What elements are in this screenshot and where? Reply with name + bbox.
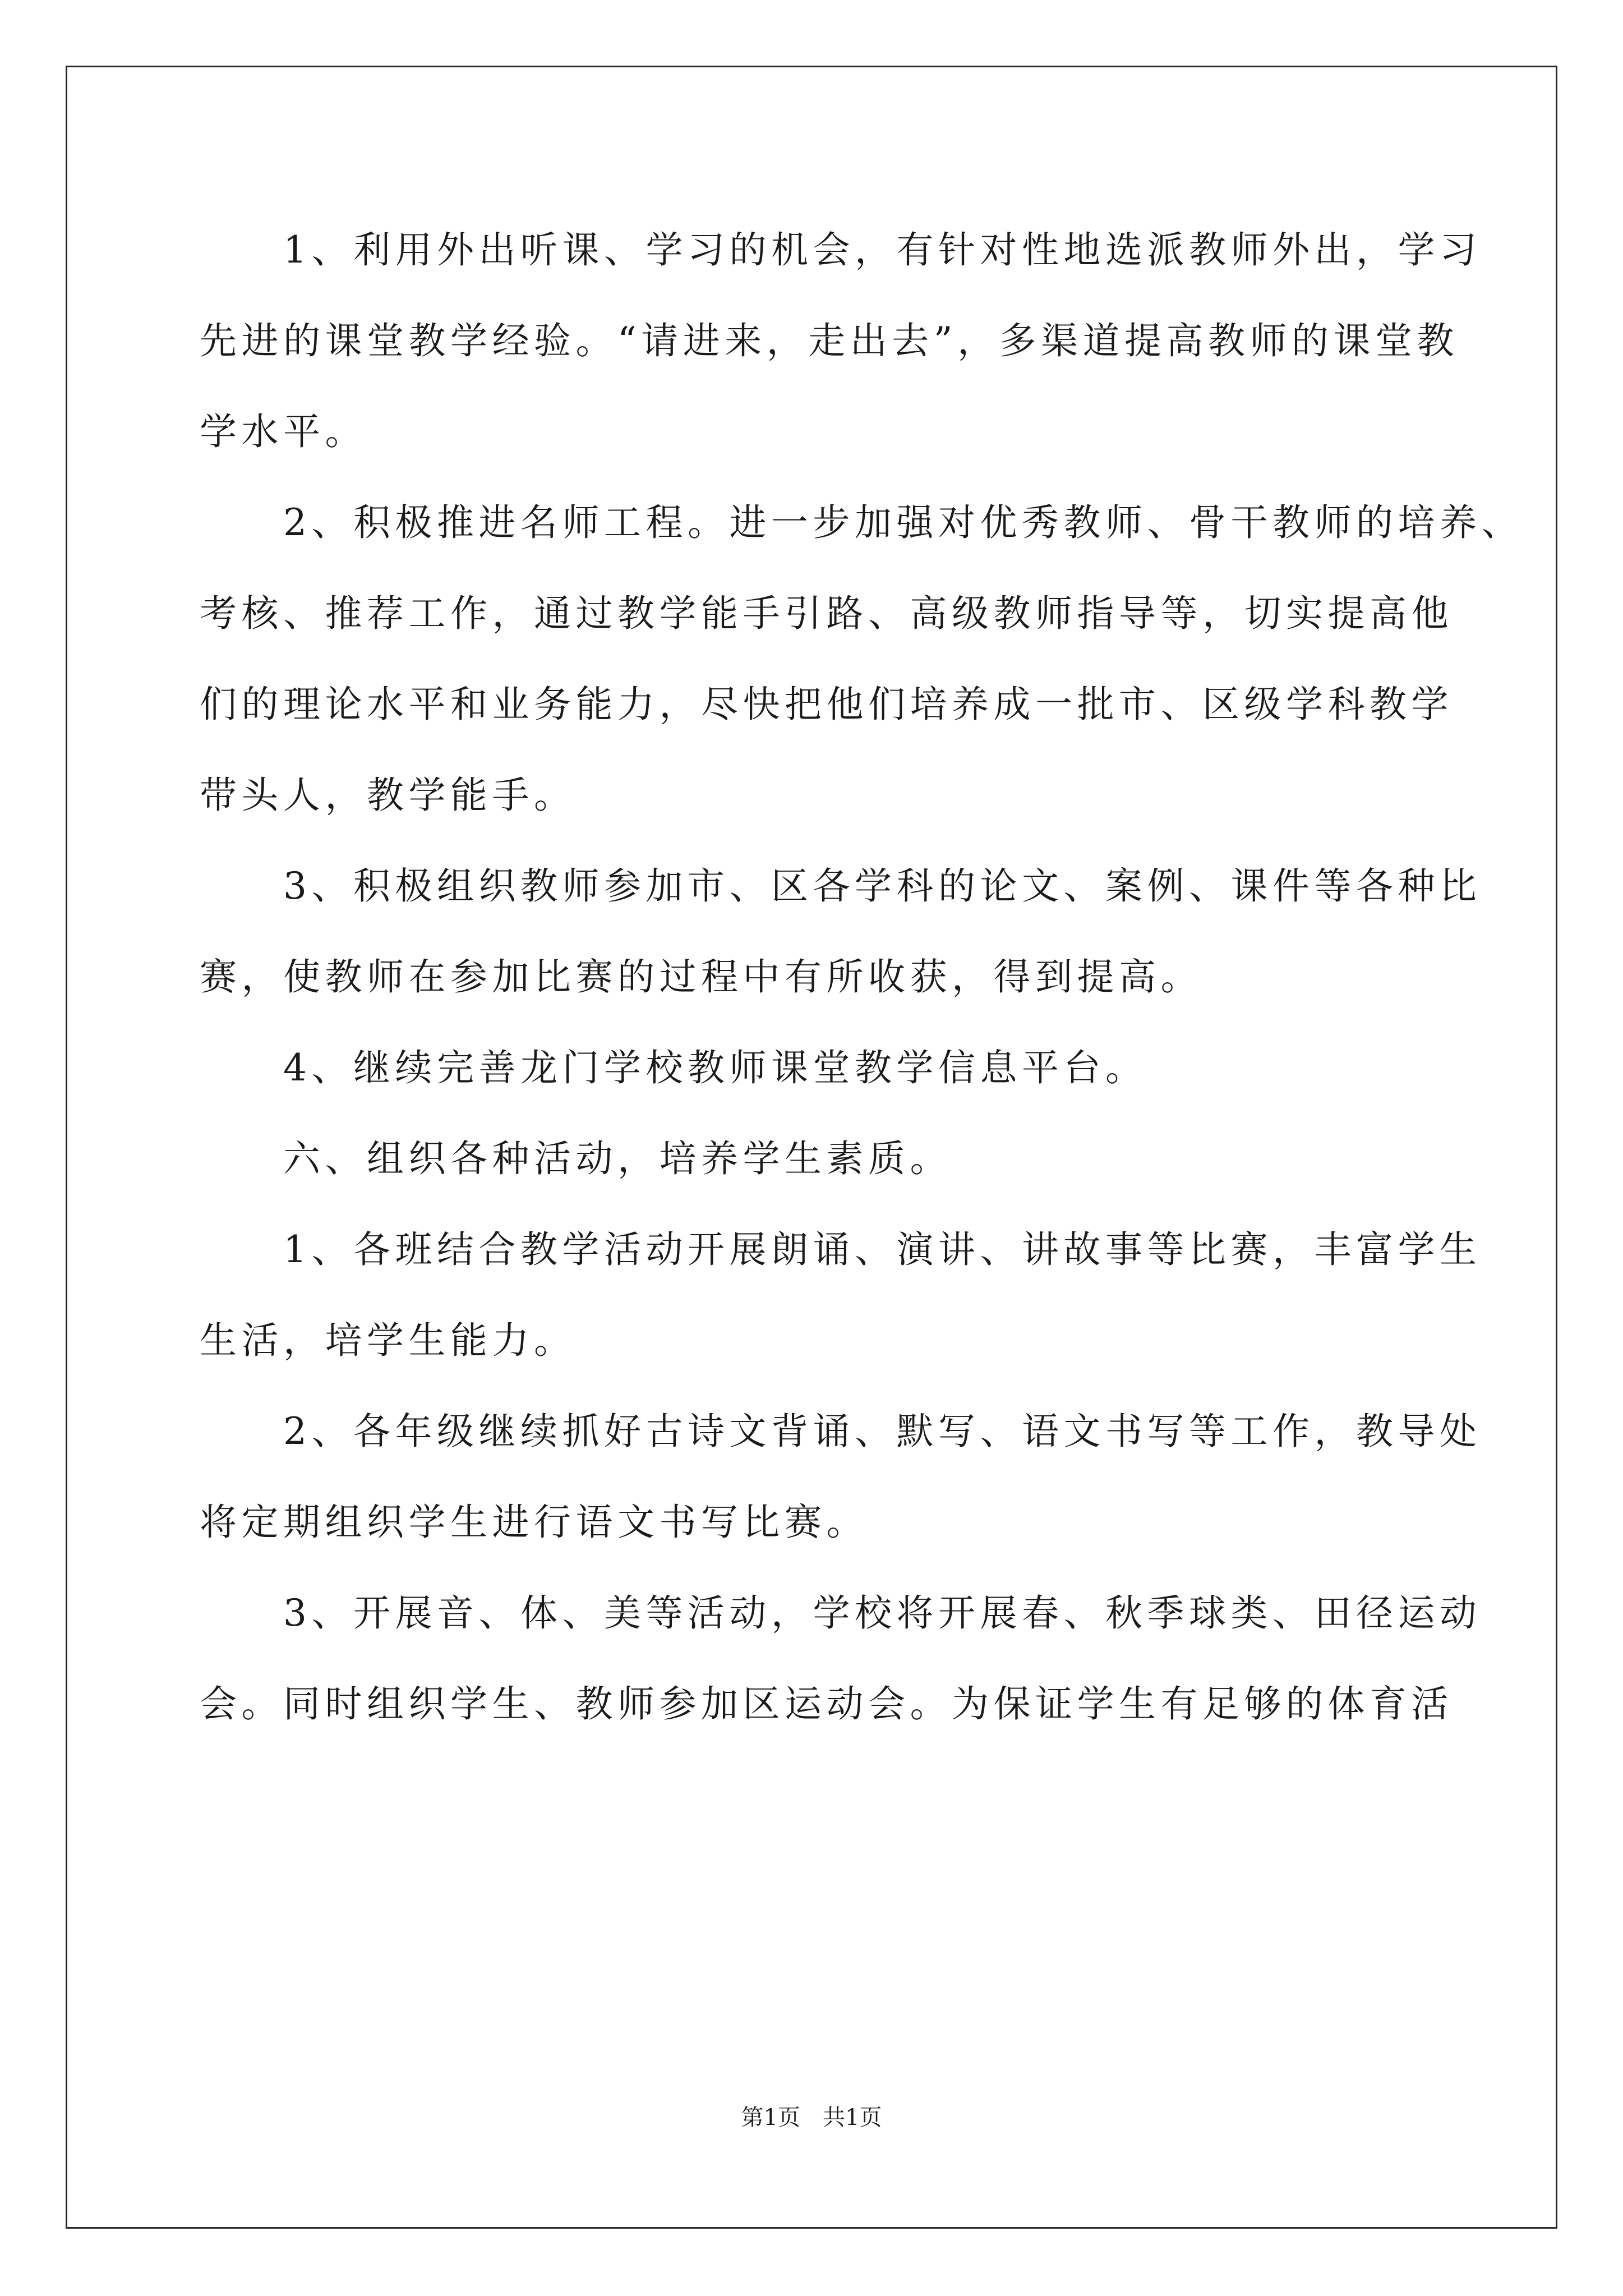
text-line: 1、利用外出听课、学习的机会，有针对性地选派教师外出，学习 [200, 228, 1482, 272]
text-line: 2、各年级继续抓好古诗文背诵、默写、语文书写等工作，教导处 [200, 1410, 1482, 1453]
text-line: 3、积极组织教师参加市、区各学科的论文、案例、课件等各种比 [200, 864, 1482, 908]
text-line: 4、继续完善龙门学校教师课堂教学信息平台。 [200, 1046, 1147, 1089]
text-line: 六、组织各种活动，培养学生素质。 [200, 1137, 952, 1180]
page-number-footer: 第1页 共1页 [741, 2105, 882, 2131]
text-line: 们的理论水平和业务能力，尽快把他们培养成一批市、区级学科教学 [200, 683, 1453, 726]
text-line: 3、开展音、体、美等活动，学校将开展春、秋季球类、田径运动 [200, 1591, 1482, 1635]
text-line: 赛，使教师在参加比赛的过程中有所收获，得到提高。 [200, 955, 1202, 999]
text-line: 将定期组织学生进行语文书写比赛。 [200, 1501, 868, 1544]
text-line: 先进的课堂教学经验。“请进来，走出去”，多渠道提高教师的课堂教 [200, 319, 1459, 362]
text-line: 学水平。 [200, 410, 367, 453]
text-line: 1、各班结合教学活动开展朗诵、演讲、讲故事等比赛，丰富学生 [200, 1228, 1482, 1271]
text-line: 带头人，教学能手。 [200, 774, 576, 817]
document-body [200, 205, 1523, 1750]
text-line: 会。同时组织学生、教师参加区运动会。为保证学生有足够的体育活 [200, 1682, 1453, 1726]
text-line: 考核、推荐工作，通过教学能手引路、高级教师指导等，切实提高他 [200, 592, 1453, 635]
text-line: 2、积极推进名师工程。进一步加强对优秀教师、骨干教师的培养、 [200, 501, 1523, 544]
text-line: 生活，培学生能力。 [200, 1319, 576, 1362]
